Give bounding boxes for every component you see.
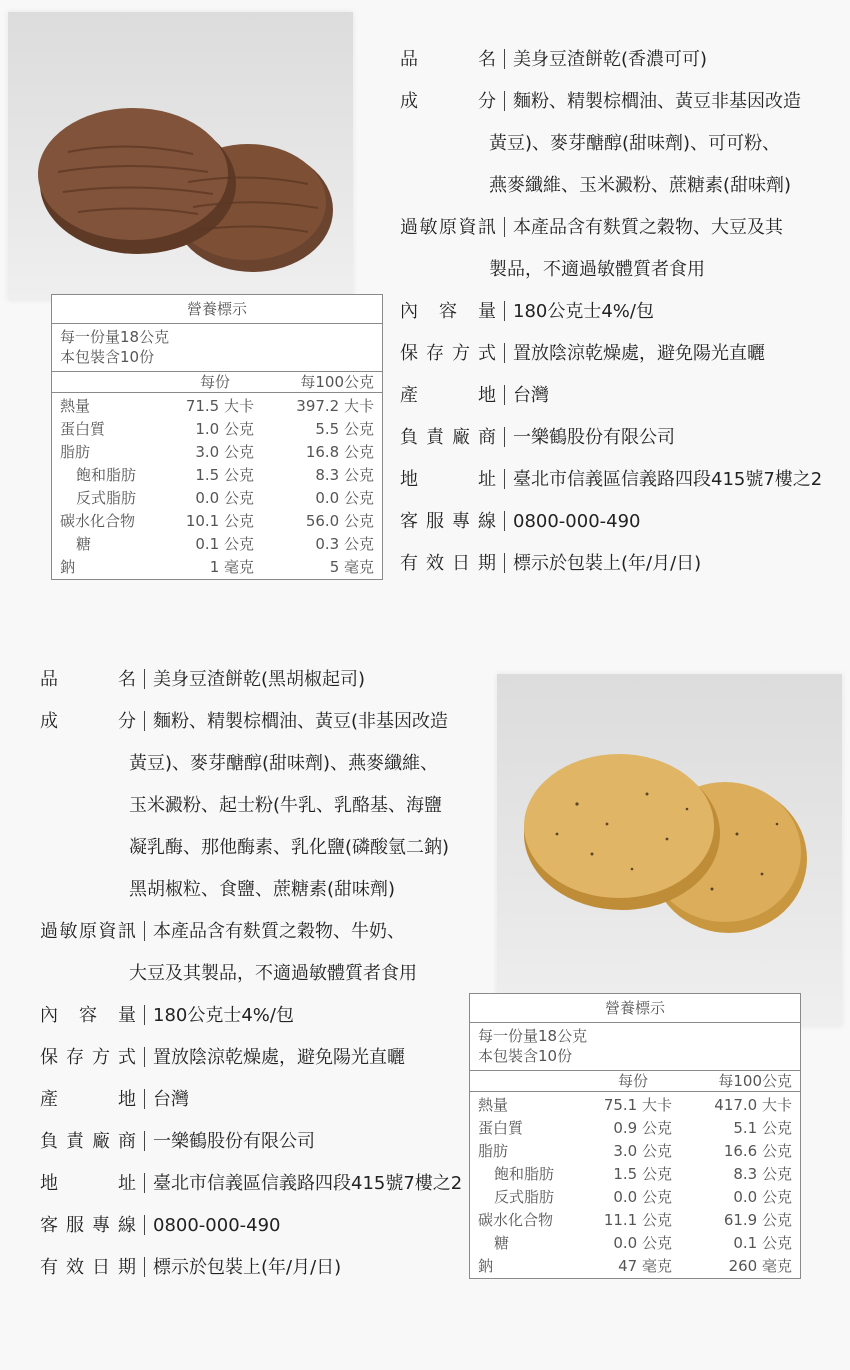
info-label: 內 容 量 bbox=[400, 301, 496, 322]
info-value: 台灣 bbox=[153, 1089, 189, 1110]
info-row bbox=[40, 708, 448, 736]
nutrient-name: 碳水化合物 bbox=[478, 1211, 554, 1229]
info-label: 客服專線 bbox=[400, 511, 496, 532]
info-row bbox=[400, 88, 801, 116]
info-label: 品 名 bbox=[400, 49, 496, 70]
info-separator bbox=[144, 1005, 145, 1025]
nutrition-table-cocoa bbox=[51, 294, 383, 580]
nutrition-rows bbox=[470, 1092, 800, 1278]
nutrient-name: 碳水化合物 bbox=[60, 512, 136, 530]
nutrient-name: 反式脂肪 bbox=[494, 1188, 555, 1206]
nutrient-per-100g: 0.3 公克 bbox=[315, 535, 374, 553]
info-value: 一樂鶴股份有限公司 bbox=[153, 1131, 315, 1152]
info-label: 保存方式 bbox=[400, 343, 496, 364]
info-separator bbox=[504, 217, 505, 237]
info-value: 置放陰涼乾燥處，避免陽光直曬 bbox=[153, 1047, 405, 1068]
nutrient-per-serving: 3.0 公克 bbox=[613, 1142, 672, 1160]
info-value: 180公克士4%/包 bbox=[153, 1005, 294, 1026]
nutrient-per-serving: 3.0 公克 bbox=[195, 443, 254, 461]
nutrient-per-serving: 0.9 公克 bbox=[613, 1119, 672, 1137]
info-label: 負責廠商 bbox=[40, 1131, 136, 1152]
info-value: 麵粉、精製棕櫚油、黃豆非基因改造 bbox=[513, 91, 801, 112]
info-value: 臺北市信義區信義路四段415號7樓之2 bbox=[513, 469, 823, 490]
info-label: 成 分 bbox=[400, 91, 496, 112]
nutrient-per-100g: 0.0 公克 bbox=[733, 1188, 792, 1206]
info-value: 標示於包裝上(年/月/日) bbox=[153, 1257, 342, 1278]
info-value: 大豆及其製品，不適過敏體質者食用 bbox=[129, 963, 417, 984]
info-separator bbox=[144, 1089, 145, 1109]
nutrient-per-serving: 1.0 公克 bbox=[195, 420, 254, 438]
nutrient-per-100g: 8.3 公克 bbox=[733, 1165, 792, 1183]
nutrition-row bbox=[470, 1209, 800, 1232]
info-value: 美身豆渣餅乾(黑胡椒起司) bbox=[153, 669, 366, 690]
info-separator bbox=[144, 1257, 145, 1277]
serving-info bbox=[470, 1023, 800, 1071]
nutrition-row bbox=[470, 1094, 800, 1117]
nutrition-row bbox=[52, 556, 382, 579]
nutrient-per-serving: 10.1 公克 bbox=[185, 512, 254, 530]
nutrition-title: 營養標示 bbox=[470, 994, 800, 1023]
info-label: 產 地 bbox=[400, 385, 496, 406]
info-separator bbox=[504, 91, 505, 111]
info-separator bbox=[504, 469, 505, 489]
info-value: 本產品含有麩質之穀物、大豆及其 bbox=[513, 217, 783, 238]
nutrient-per-100g: 56.0 公克 bbox=[305, 512, 374, 530]
nutrient-per-100g: 61.9 公克 bbox=[723, 1211, 792, 1229]
info-value: 製品，不適過敏體質者食用 bbox=[489, 259, 705, 280]
info-label: 負責廠商 bbox=[400, 427, 496, 448]
info-value: 黃豆)、麥芽醣醇(甜味劑)、可可粉、 bbox=[489, 133, 781, 154]
info-value: 燕麥纖維、玉米澱粉、蔗糖素(甜味劑) bbox=[489, 175, 792, 196]
info-row bbox=[40, 1170, 462, 1198]
info-label: 品 名 bbox=[40, 669, 136, 690]
info-value: 置放陰涼乾燥處，避免陽光直曬 bbox=[513, 343, 765, 364]
nutrient-per-serving: 0.0 公克 bbox=[613, 1188, 672, 1206]
nutrient-name: 蛋白質 bbox=[478, 1119, 524, 1137]
nutrient-name: 鈉 bbox=[478, 1257, 494, 1275]
nutrient-name: 鈉 bbox=[60, 558, 76, 576]
nutrition-row bbox=[470, 1117, 800, 1140]
nutrient-name: 糖 bbox=[494, 1234, 510, 1252]
nutrient-per-100g: 5.1 公克 bbox=[733, 1119, 792, 1137]
nutrient-per-100g: 397.2 大卡 bbox=[296, 397, 374, 415]
serving-info bbox=[52, 324, 382, 372]
info-separator bbox=[504, 553, 505, 573]
nutrient-name: 熱量 bbox=[60, 397, 91, 415]
nutrition-header bbox=[52, 372, 382, 393]
info-separator bbox=[144, 1215, 145, 1235]
nutrient-per-serving: 71.5 大卡 bbox=[185, 397, 254, 415]
nutrition-table-pepper-cheese bbox=[469, 993, 801, 1279]
pepper-cheese-cookie-image bbox=[497, 674, 842, 1026]
info-separator bbox=[144, 1131, 145, 1151]
info-value: 180公克士4%/包 bbox=[513, 301, 654, 322]
nutrition-row bbox=[470, 1255, 800, 1278]
nutrient-per-100g: 0.0 公克 bbox=[315, 489, 374, 507]
nutrient-per-100g: 5 毫克 bbox=[329, 558, 374, 576]
info-label: 保存方式 bbox=[40, 1047, 136, 1068]
info-value: 標示於包裝上(年/月/日) bbox=[513, 553, 702, 574]
info-row bbox=[40, 1044, 405, 1072]
nutrient-per-100g: 417.0 大卡 bbox=[714, 1096, 792, 1114]
info-row bbox=[40, 666, 365, 694]
nutrient-name: 飽和脂肪 bbox=[494, 1165, 555, 1183]
nutrient-per-serving: 1 毫克 bbox=[209, 558, 254, 576]
info-row bbox=[400, 382, 549, 410]
info-row bbox=[400, 508, 641, 536]
info-separator bbox=[144, 669, 145, 689]
info-row bbox=[400, 424, 675, 452]
info-separator bbox=[504, 511, 505, 531]
nutrient-per-serving: 1.5 公克 bbox=[613, 1165, 672, 1183]
info-value: 0800-000-490 bbox=[513, 511, 641, 532]
info-row bbox=[40, 918, 405, 946]
serving-size: 每一份量18公克 bbox=[60, 328, 170, 346]
info-label: 內 容 量 bbox=[40, 1005, 136, 1026]
nutrition-row bbox=[52, 464, 382, 487]
servings-per-package: 本包裝含10份 bbox=[60, 348, 155, 366]
info-row bbox=[400, 550, 701, 578]
info-separator bbox=[144, 1047, 145, 1067]
nutrient-per-serving: 1.5 公克 bbox=[195, 466, 254, 484]
nutrition-row bbox=[52, 510, 382, 533]
info-row bbox=[400, 46, 707, 74]
info-value: 黑胡椒粒、食鹽、蔗糖素(甜味劑) bbox=[129, 879, 396, 900]
product-photo-cocoa bbox=[8, 12, 353, 300]
nutrition-header bbox=[470, 1071, 800, 1092]
nutrient-per-100g: 5.5 公克 bbox=[315, 420, 374, 438]
nutrition-row bbox=[52, 441, 382, 464]
nutrient-name: 反式脂肪 bbox=[76, 489, 137, 507]
info-label: 過敏原資訊 bbox=[400, 217, 496, 238]
info-separator bbox=[504, 343, 505, 363]
serving-size: 每一份量18公克 bbox=[478, 1027, 588, 1045]
info-value: 0800-000-490 bbox=[153, 1215, 281, 1236]
nutrient-per-100g: 260 毫克 bbox=[728, 1257, 792, 1275]
nutrient-per-serving: 0.0 公克 bbox=[195, 489, 254, 507]
col-per-serving: 每份 bbox=[618, 1072, 649, 1090]
info-value: 臺北市信義區信義路四段415號7樓之2 bbox=[153, 1173, 463, 1194]
nutrient-per-100g: 16.6 公克 bbox=[723, 1142, 792, 1160]
info-value: 本產品含有麩質之穀物、牛奶、 bbox=[153, 921, 405, 942]
nutrient-name: 蛋白質 bbox=[60, 420, 106, 438]
info-label: 有效日期 bbox=[40, 1257, 136, 1278]
nutrient-per-100g: 0.1 公克 bbox=[733, 1234, 792, 1252]
col-per-100g: 每100公克 bbox=[718, 1072, 792, 1090]
info-row bbox=[400, 340, 765, 368]
nutrient-per-100g: 8.3 公克 bbox=[315, 466, 374, 484]
info-separator bbox=[144, 921, 145, 941]
nutrient-per-100g: 16.8 公克 bbox=[305, 443, 374, 461]
nutrient-name: 糖 bbox=[76, 535, 92, 553]
info-value: 美身豆渣餅乾(香濃可可) bbox=[513, 49, 708, 70]
info-separator bbox=[504, 301, 505, 321]
info-value: 一樂鶴股份有限公司 bbox=[513, 427, 675, 448]
info-label: 成 分 bbox=[40, 711, 136, 732]
info-value: 玉米澱粉、起士粉(牛乳、乳酪基、海鹽 bbox=[129, 795, 443, 816]
nutrition-row bbox=[470, 1186, 800, 1209]
info-separator bbox=[144, 1173, 145, 1193]
info-value: 台灣 bbox=[513, 385, 549, 406]
info-label: 地 址 bbox=[400, 469, 496, 490]
info-separator bbox=[504, 49, 505, 69]
nutrition-row bbox=[470, 1140, 800, 1163]
info-row bbox=[40, 1002, 294, 1030]
info-row bbox=[40, 1086, 189, 1114]
nutrient-name: 飽和脂肪 bbox=[76, 466, 137, 484]
nutrition-row bbox=[52, 533, 382, 556]
info-label: 地 址 bbox=[40, 1173, 136, 1194]
cocoa-cookie-image bbox=[8, 12, 353, 300]
nutrition-title: 營養標示 bbox=[52, 295, 382, 324]
info-value: 黃豆)、麥芽醣醇(甜味劑)、燕麥纖維、 bbox=[129, 753, 439, 774]
info-row bbox=[400, 298, 654, 326]
info-separator bbox=[144, 711, 145, 731]
info-label: 有效日期 bbox=[400, 553, 496, 574]
nutrient-name: 脂肪 bbox=[60, 443, 91, 461]
nutrient-name: 熱量 bbox=[478, 1096, 509, 1114]
info-row bbox=[400, 466, 822, 494]
nutrition-row bbox=[470, 1232, 800, 1255]
nutrient-per-serving: 47 毫克 bbox=[618, 1257, 672, 1275]
nutrition-row bbox=[470, 1163, 800, 1186]
servings-per-package: 本包裝含10份 bbox=[478, 1047, 573, 1065]
nutrient-per-serving: 0.1 公克 bbox=[195, 535, 254, 553]
info-separator bbox=[504, 427, 505, 447]
nutrition-row bbox=[52, 418, 382, 441]
nutrition-row bbox=[52, 487, 382, 510]
product-photo-pepper-cheese bbox=[497, 674, 842, 1026]
nutrition-rows bbox=[52, 393, 382, 579]
nutrient-name: 脂肪 bbox=[478, 1142, 509, 1160]
col-per-serving: 每份 bbox=[200, 373, 231, 391]
nutrient-per-serving: 0.0 公克 bbox=[613, 1234, 672, 1252]
nutrient-per-serving: 11.1 公克 bbox=[603, 1211, 672, 1229]
info-row bbox=[40, 1254, 341, 1282]
info-label: 客服專線 bbox=[40, 1215, 136, 1236]
info-row bbox=[40, 1212, 281, 1240]
nutrient-per-serving: 75.1 大卡 bbox=[603, 1096, 672, 1114]
info-row bbox=[400, 214, 783, 242]
info-value: 麵粉、精製棕櫚油、黃豆(非基因改造 bbox=[153, 711, 449, 732]
info-label: 產 地 bbox=[40, 1089, 136, 1110]
col-per-100g: 每100公克 bbox=[300, 373, 374, 391]
nutrition-row bbox=[52, 395, 382, 418]
info-label: 過敏原資訊 bbox=[40, 921, 136, 942]
info-row bbox=[40, 1128, 315, 1156]
info-value: 凝乳酶、那他酶素、乳化鹽(磷酸氫二鈉) bbox=[129, 837, 450, 858]
info-separator bbox=[504, 385, 505, 405]
